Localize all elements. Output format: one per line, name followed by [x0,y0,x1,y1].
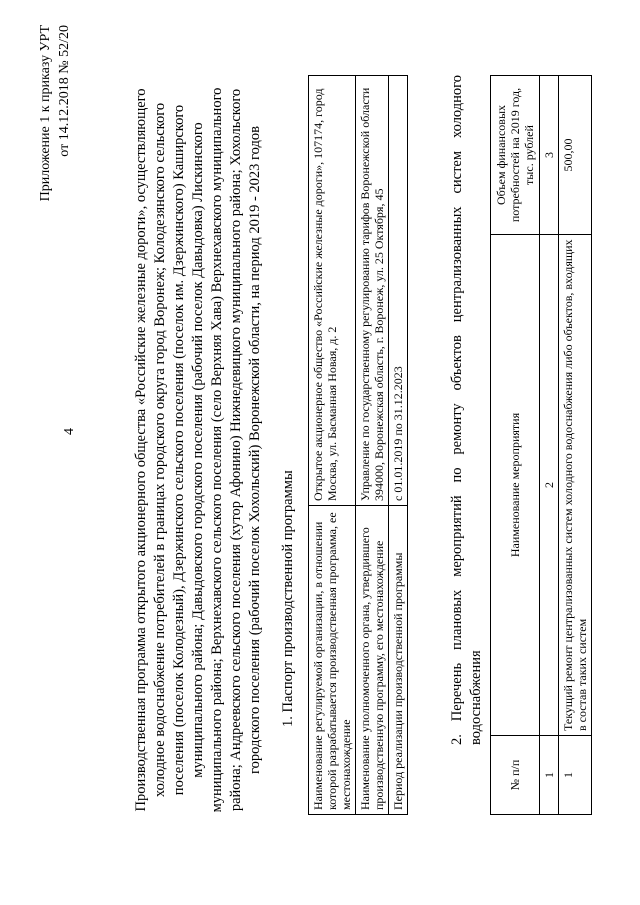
passport-value: Открытое акционерное общество «Российские железные дороги», 107174, город Москва, ул. Басманная Новая, д. 2 [309,76,356,506]
appendix-header [36,25,74,205]
table-row [559,76,592,815]
passport-label: Наименование уполномоченного органа, утвердившего производственную программу, его местонахождение [356,506,389,815]
appendix-line-2: от 14.12.2018 № 52/20 [57,25,72,157]
col-number-1: 1 [540,736,559,815]
table-row [356,76,389,815]
col-number-3: 3 [540,76,559,235]
col-header-number: № п/п [491,736,540,815]
passport-label: Период реализации производственной программы [389,506,408,815]
row-number: 1 [559,736,592,815]
measures-table [490,75,592,815]
table-row [389,76,408,815]
measure-name: Текущий ремонт централизованных систем холодного водоснабжения либо объектов, входящих в состав таких систем [559,235,592,736]
passport-table [308,75,408,815]
col-number-2: 2 [540,235,559,736]
table-row [309,76,356,815]
passport-value: Управление по государственному регулированию тарифов Воронежской области 394000, Воронежская область, г. Воронеж, ул. 25 Октября, 45 [356,76,389,506]
section-1-heading: 1. Паспорт производственной программы [280,470,296,727]
col-header-amount: Объем финансовых потребностей на 2019 год, тыс. рублей [491,76,540,235]
column-number-row [540,76,559,815]
passport-value: с 01.01.2019 по 31.12.2023 [389,76,408,506]
section-2-heading: 2. Перечень плановых мероприятий по ремонту объектов централизованных систем холодного водоснабжения [449,75,484,745]
appendix-line-1: Приложение 1 к приказу УРТ [38,25,53,202]
table-header-row [491,76,540,815]
passport-label: Наименование регулируемой организации, в отношении которой разрабатывается производственная программа, ее местонахождение [309,506,356,815]
measure-amount: 500,00 [559,76,592,235]
document-title: Производственная программа открытого акционерного общества «Российские железные дороги», осуществляющего холодное водоснабжение потребителей в границах городского округа город Воронеж; Колодезянского сельского поселения (поселок Колодезный), Дзержинского сельского поселения (поселок им. Дзержинского) Каширского муниципального района; Давыдовского городского поселения (рабочий поселок Давыдовка) Лискинского муниципального района; Верхнехавского сельского поселения (село Верхняя Хава) Верхнехавского муниципального района; Андреевского сельского поселения (хутор Афонино) Нижнедевицкого муниципального района; Хохольского городского поселения (рабочий поселок Хохольский) Воронежской области, на период 2019 - 2023 годов [133,87,263,813]
page-number: 4 [62,428,77,435]
col-header-name: Наименование мероприятия [491,235,540,736]
